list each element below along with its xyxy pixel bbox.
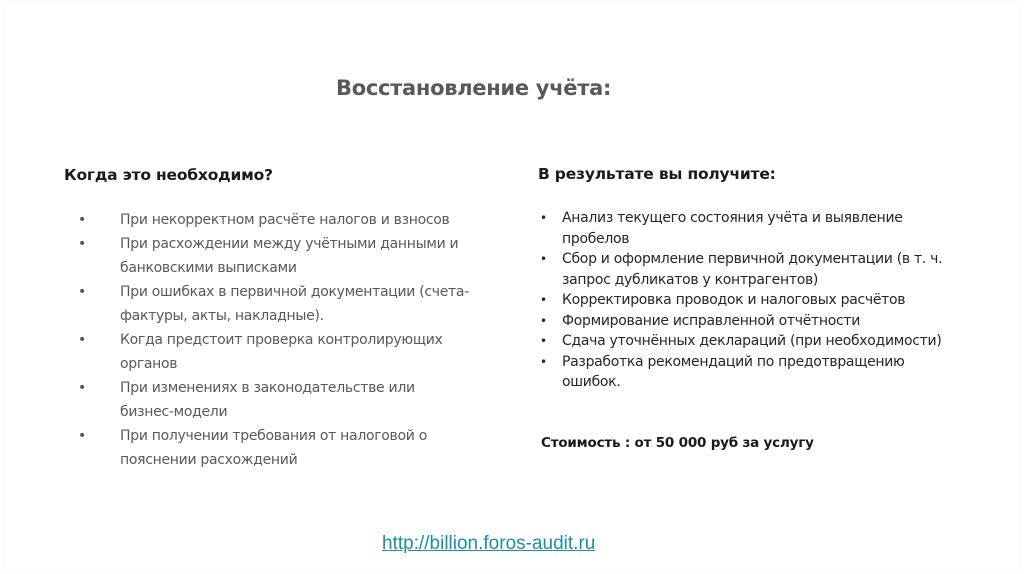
bullet-icon: • xyxy=(540,313,547,328)
bullet-icon: • xyxy=(540,252,547,266)
bullet-icon: • xyxy=(540,211,547,225)
list-item: • Формирование исправленной отчётности xyxy=(534,311,964,332)
list-item: • Сбор и оформление первичной документации (в т. ч. запрос дубликатов у контрагентов) xyxy=(540,251,943,288)
list-item: • При изменениях в законодательстве или бизнес-модели xyxy=(72,376,472,424)
list-item: • Сдача уточнённых деклараций (при необходимости) xyxy=(534,331,964,352)
bullet-icon: • xyxy=(78,332,86,348)
list-item: • При некорректном расчёте налогов и взносов xyxy=(72,208,472,232)
list-item: • Корректировка проводок и налоговых расчётов xyxy=(534,290,964,311)
bullet-icon: • xyxy=(78,284,86,300)
list-item: • При расхождении между учётными данными и банковскими выписками xyxy=(72,232,472,280)
list-item: • Когда предстоит проверка контролирующих органов xyxy=(72,328,472,376)
list-item: • Разработка рекомендаций по предотвращению ошибок. xyxy=(540,353,905,390)
when-needed-heading: Когда это необходимо? xyxy=(64,166,273,184)
when-needed-list xyxy=(72,208,472,472)
bullet-icon: • xyxy=(540,293,547,307)
bullet-icon: • xyxy=(540,334,547,348)
website-link[interactable]: http://billion.foros-audit.ru xyxy=(382,533,596,554)
bullet-icon: • xyxy=(78,212,86,228)
bullet-icon: • xyxy=(78,236,86,252)
results-heading: В результате вы получите: xyxy=(538,165,776,183)
bullet-icon: • xyxy=(78,380,86,396)
list-item: • При ошибках в первичной документации (счета-фактуры, акты, накладные). xyxy=(72,280,472,328)
list-item: • При получении требования от налоговой о пояснении расхождений xyxy=(72,424,472,472)
price-label: Стоимость : от 50 000 руб за услугу xyxy=(541,435,814,451)
bullet-icon: • xyxy=(540,354,547,369)
results-list xyxy=(534,208,964,393)
slide-title: Восстановление учёта: xyxy=(336,76,612,100)
list-item: • Анализ текущего состояния учёта и выявление пробелов xyxy=(540,210,903,247)
slide xyxy=(4,2,1018,570)
bullet-icon: • xyxy=(78,428,86,444)
